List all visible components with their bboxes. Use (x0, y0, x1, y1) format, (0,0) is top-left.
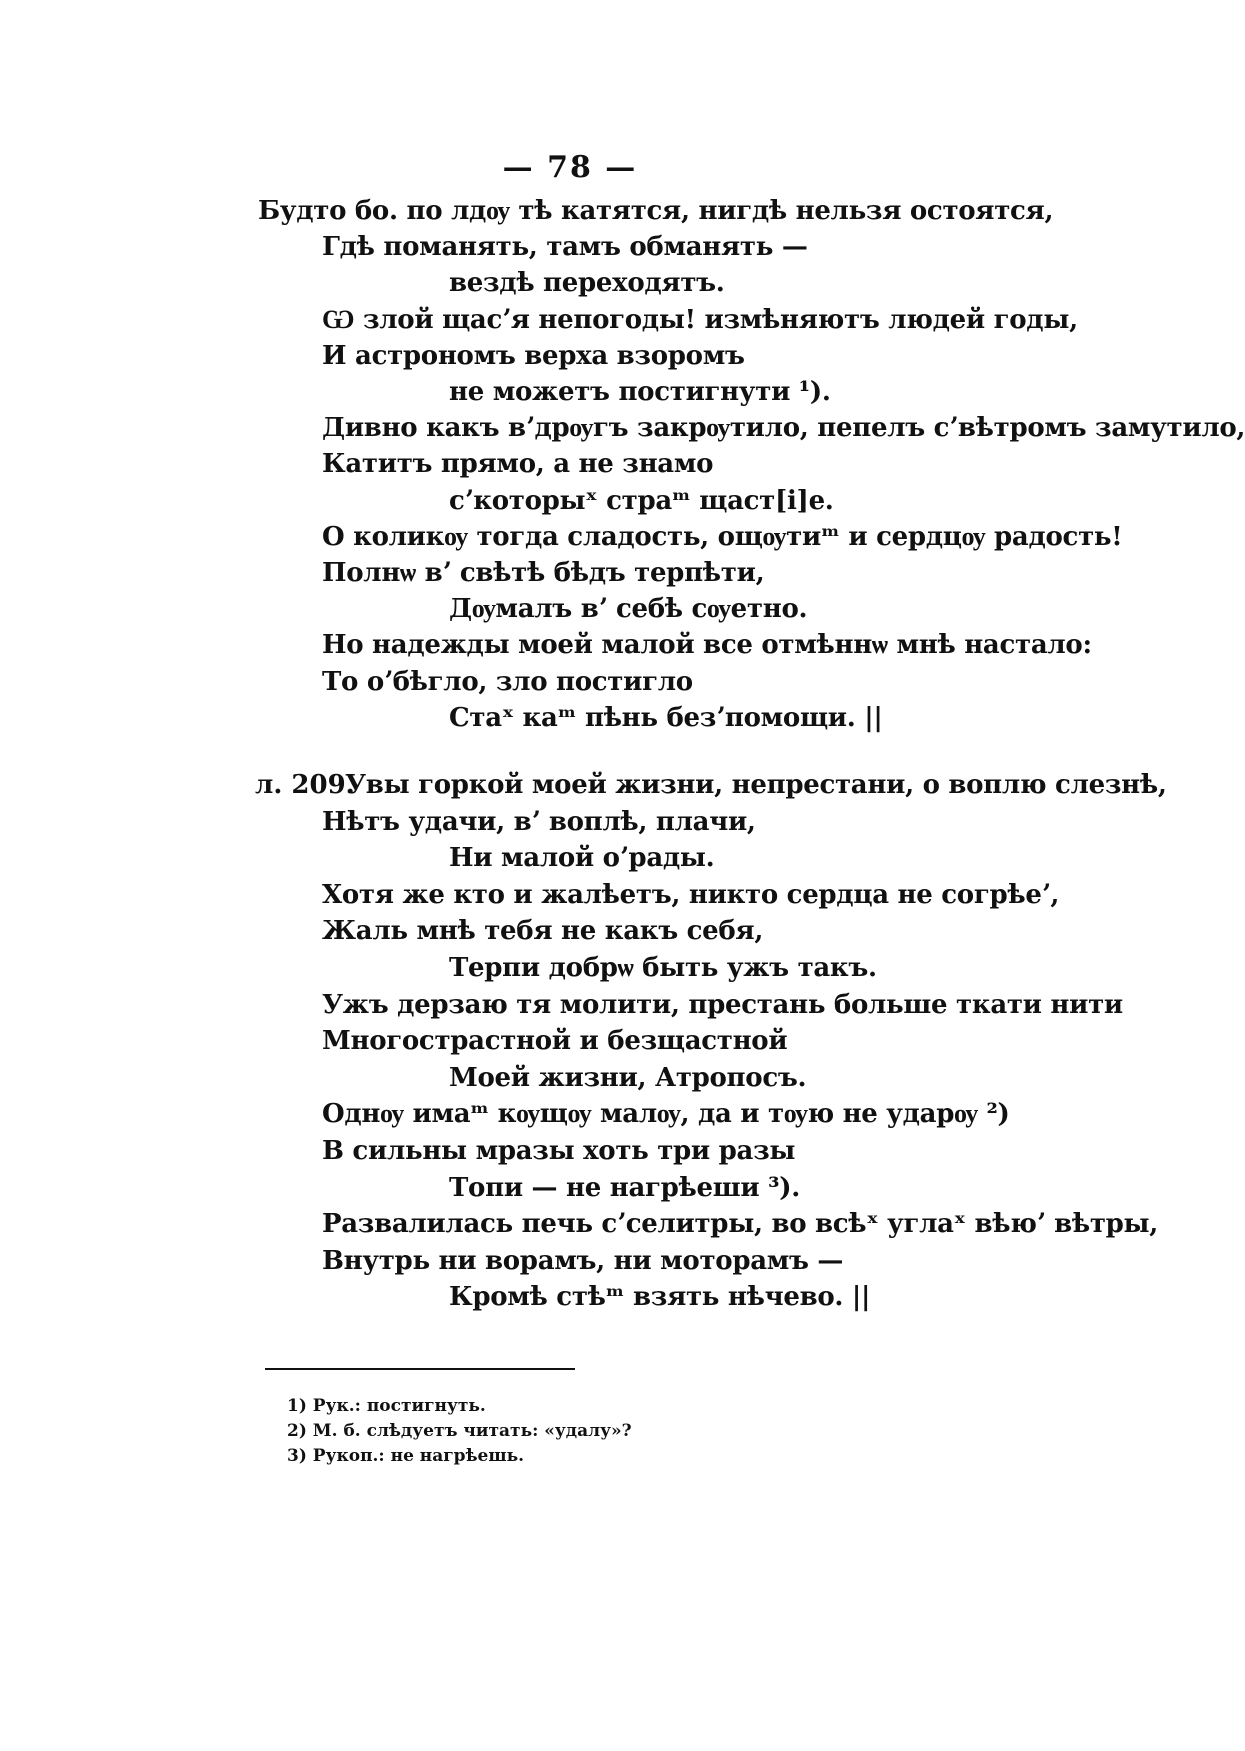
poem-line: Ни малой оʼрады. (449, 843, 715, 874)
poem-line: То оʼбѣгло, зло постигло (322, 666, 693, 697)
poem-line: Гдѣ поманять, тамъ обманять — (322, 232, 808, 263)
page-number: — 78 — (502, 150, 638, 185)
poem-line: О коликѹ тогда сладость, ощѹтиᵐ и сердцѹ радость! (322, 521, 1123, 552)
folio-marker: л. 209. (255, 770, 355, 800)
poem-line: Нѣтъ удачи, вʼ воплѣ, плачи, (322, 806, 756, 837)
poem-line: Но надежды моей малой все отмѣннѡ мнѣ настало: (322, 630, 1092, 661)
poem-line: вездѣ переходятъ. (449, 268, 725, 299)
poem-line: Однѹ имаᵐ кѹщѹ малѹ, да и тѹю не ударѹ ²) (322, 1099, 1010, 1130)
poem-line: Терпи добрѡ быть ужъ такъ. (449, 953, 877, 983)
poem-line: Топи — не нагрѣеши ³). (449, 1172, 800, 1203)
poem-line: не можетъ постигнути ¹). (449, 377, 831, 407)
poem-line: Ужъ дерзаю тя молити, престань больше ткати нити (322, 989, 1123, 1020)
poem-line: Хотя же кто и жалѣетъ, никто сердца не согрѣеʼ, (322, 879, 1060, 910)
footnote-rule (265, 1368, 575, 1370)
poem-line: Моей жизни, Атропосъ. (449, 1062, 807, 1093)
footnote: 2) М. б. слѣдуетъ читать: «удалу»? (287, 1421, 632, 1441)
poem-line: И астрономъ верха взоромъ (322, 340, 745, 371)
poem-line: Катитъ прямо, а не знамо (322, 449, 714, 480)
poem-line: сʼкоторыˣ страᵐ щаст[і]е. (449, 485, 834, 516)
poem-line: Развалилась печь сʼселитры, во всѣˣ углаˣ вѣюʼ вѣтры, (322, 1209, 1159, 1240)
poem-line: Увы горкой моей жизни, непрестани, о воплю слезнѣ, (345, 770, 1167, 800)
poem-line: В сильны мразы хоть три разы (322, 1136, 796, 1166)
poem-line: Многострастной и безщастной (322, 1026, 788, 1057)
poem-line: Жаль мнѣ тебя не какъ себя, (322, 916, 764, 947)
poem-line: Стаˣ каᵐ пѣнь безʼпомощи. || (449, 702, 883, 733)
poem-line: Внутрь ни ворамъ, ни моторамъ — (322, 1245, 844, 1276)
poem-line: Ѡ злой щасʼя непогоды! измѣняютъ людей годы, (322, 304, 1078, 335)
poem-line: Кромѣ стѣᵐ взять нѣчево. || (449, 1282, 871, 1313)
poem-line: Дѹмалъ вʼ себѣ сѹетно. (449, 594, 808, 625)
poem-line: Дивно какъ вʼдрѹгъ закрѹтило, пепелъ сʼвѣтромъ замутило, (322, 413, 1245, 444)
footnote: 1) Рук.: постигнуть. (287, 1396, 486, 1416)
footnote: 3) Рукоп.: не нагрѣешь. (287, 1446, 525, 1466)
poem-line: Полнѡ вʼ свѣтѣ бѣдъ терпѣти, (322, 558, 765, 588)
poem-line: Будто бо. по лдѹ тѣ катятся, нигдѣ нельзя остоятся, (258, 196, 1054, 226)
